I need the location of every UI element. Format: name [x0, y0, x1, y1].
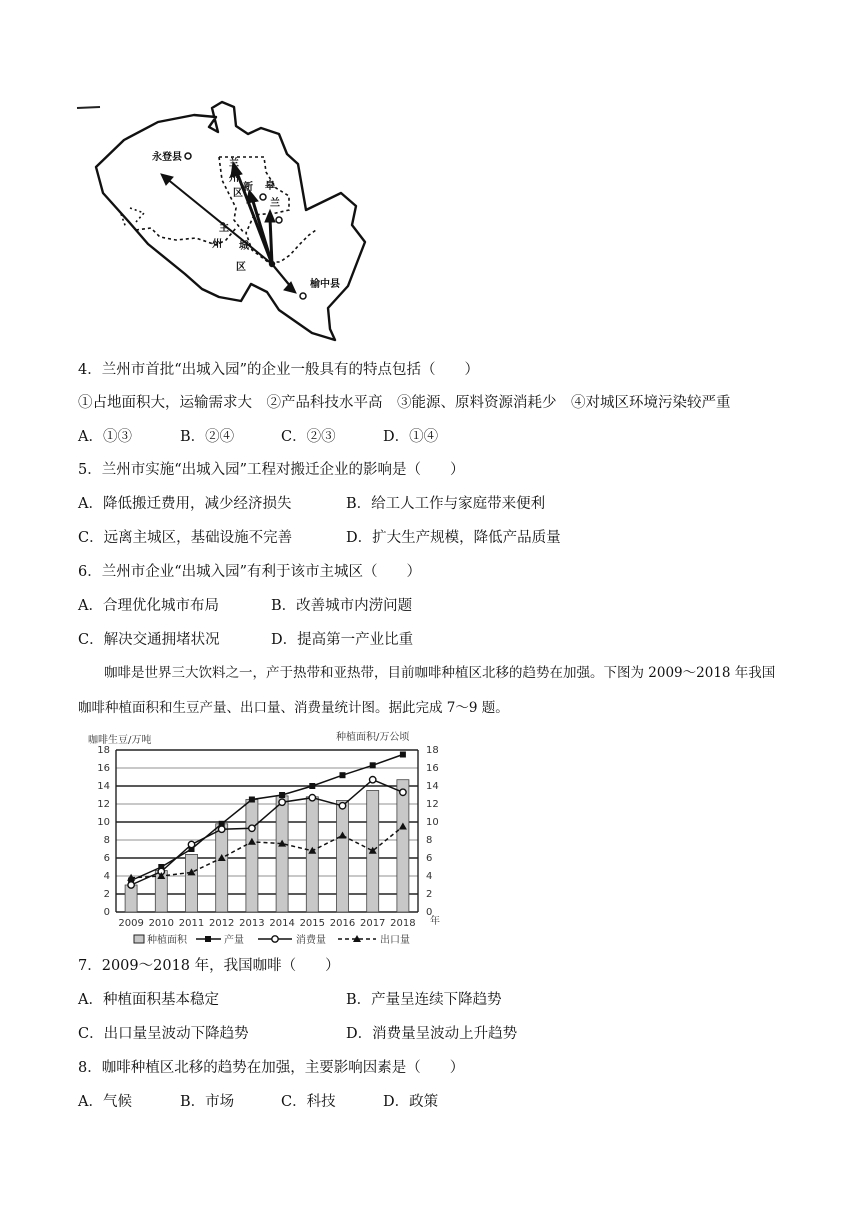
q5-stem: 5．兰州市实施“出城入园”工程对搬迁企业的影响是（ ）	[78, 462, 465, 478]
point-production	[309, 783, 315, 789]
q8-option-b[interactable]: B．市场	[180, 1094, 235, 1110]
label-lan-county: 兰	[270, 198, 280, 209]
label-zhu: 主	[219, 223, 229, 234]
coffee-intro-text: 咖啡是世界三大饮料之一，产于热带和亚热带，目前咖啡种植区北移的趋势在加强。下图为 2009～2018 年我国咖啡种植面积和生豆产量、出口量、消费量统计图。据此完成 7～9 题。	[78, 665, 776, 716]
legend-bar-swatch	[134, 935, 144, 943]
y-tick-right: 6	[426, 853, 433, 864]
x-tick-label: 2011	[178, 918, 205, 929]
q6-option-b[interactable]: B．改善城市内涝问题	[271, 598, 413, 614]
q6-option-a[interactable]: A．合理优化城市布局	[78, 598, 219, 614]
point-consumption	[249, 825, 255, 831]
q7-option-a[interactable]: A．种植面积基本稳定	[78, 992, 219, 1008]
coffee-intro	[78, 656, 788, 726]
q4-option-d[interactable]: D．①④	[383, 429, 439, 445]
series-line	[131, 827, 403, 878]
q6-stem: 6．兰州市企业“出城入园”有利于该市主城区（ ）	[78, 564, 422, 580]
y-tick-right: 16	[426, 763, 439, 774]
chart-x-unit: 年	[430, 916, 440, 927]
bar-planting-area	[246, 800, 258, 913]
label-qu: 区	[236, 262, 246, 273]
label-gao: 皋	[265, 181, 275, 192]
q5-option-b[interactable]: B．给工人工作与家庭带来便利	[346, 496, 546, 512]
point-consumption	[370, 777, 376, 783]
legend-area: 种植面积	[147, 935, 187, 946]
y-tick-left: 16	[97, 763, 110, 774]
x-tick-label: 2013	[239, 918, 265, 929]
y-tick-right: 18	[426, 745, 439, 756]
y-tick-left: 4	[103, 871, 110, 882]
chart-right-axis-label: 种植面积/万公顷	[336, 732, 410, 743]
bar-planting-area	[397, 780, 409, 912]
q7-option-d[interactable]: D．消费量呈波动上升趋势	[346, 1026, 518, 1042]
x-tick-label: 2014	[269, 918, 295, 929]
x-tick-label: 2018	[390, 918, 416, 929]
q7-option-b[interactable]: B．产量呈连续下降趋势	[346, 992, 502, 1008]
point-consumption	[279, 799, 285, 805]
q6-option-d[interactable]: D．提高第一产业比重	[271, 632, 414, 648]
point-production	[400, 752, 406, 758]
x-tick-label: 2015	[299, 918, 326, 929]
q4-option-b[interactable]: B．②④	[180, 429, 235, 445]
legend-consumption: 消费量	[296, 935, 326, 946]
legend-export: 出口量	[380, 935, 410, 946]
y-tick-left: 2	[103, 889, 110, 900]
x-tick-label: 2017	[359, 918, 386, 929]
q4-option-a[interactable]: A．①③	[78, 429, 132, 445]
bar-planting-area	[125, 885, 137, 912]
label-yongdeng: 永登县	[152, 152, 182, 163]
legend-consumption-marker	[272, 936, 278, 942]
q8-option-d[interactable]: D．政策	[383, 1094, 439, 1110]
x-tick-label: 2009	[118, 918, 144, 929]
q4-stem: 4．兰州市首批“出城入园”的企业一般具有的特点包括（ ）	[78, 362, 480, 378]
bar-planting-area	[216, 824, 228, 912]
label-cheng: 城	[239, 241, 249, 252]
legend-production-marker	[205, 936, 211, 942]
y-tick-left: 18	[97, 745, 110, 756]
point-consumption	[219, 826, 225, 832]
point-production	[249, 797, 255, 803]
point-consumption	[309, 795, 315, 801]
y-tick-right: 14	[426, 781, 439, 792]
yuzhong-marker	[300, 293, 306, 299]
y-tick-right: 0	[426, 907, 433, 918]
label-xin: 新	[243, 182, 253, 193]
point-consumption	[339, 803, 345, 809]
q5-option-d[interactable]: D．扩大生产规模，降低产品质量	[346, 530, 561, 546]
q5-option-c[interactable]: C．远离主城区，基础设施不完善	[78, 530, 293, 546]
y-tick-right: 10	[426, 817, 439, 828]
xinqu-marker	[260, 194, 266, 200]
y-tick-left: 10	[97, 817, 110, 828]
y-tick-left: 0	[103, 907, 110, 918]
bar-planting-area	[186, 854, 198, 912]
legend-production: 产量	[224, 935, 244, 946]
bar-planting-area	[276, 796, 288, 912]
x-tick-label: 2010	[148, 918, 175, 929]
y-tick-left: 8	[103, 835, 110, 846]
q5-option-a[interactable]: A．降低搬迁费用，减少经济损失	[78, 496, 292, 512]
q8-option-c[interactable]: C．科技	[281, 1094, 336, 1110]
y-tick-left: 6	[103, 853, 110, 864]
q8-option-a[interactable]: A．气候	[78, 1094, 132, 1110]
y-tick-left: 14	[97, 781, 110, 792]
chart-legend	[134, 933, 410, 946]
label-zhou-v2: 州	[229, 173, 239, 184]
q4-option-c[interactable]: C．②③	[281, 429, 336, 445]
x-tick-label: 2012	[208, 918, 235, 929]
label-lan-v1: 兰	[229, 158, 239, 169]
y-tick-left: 12	[97, 799, 110, 810]
point-production	[279, 792, 285, 798]
chart-left-axis-label: 咖啡生豆/万吨	[88, 735, 152, 746]
coffee-chart	[86, 730, 446, 950]
series-line	[131, 780, 403, 885]
x-tick-label: 2016	[329, 918, 356, 929]
lanzhou-map	[76, 100, 376, 345]
label-zhou-h: 州	[212, 239, 222, 250]
bar-planting-area	[306, 797, 318, 912]
point-consumption	[400, 789, 406, 795]
q4-items: ①占地面积大，运输需求大 ②产品科技水平高 ③能源、原料资源消耗少 ④对城区环境污染较严重	[78, 395, 731, 411]
y-tick-right: 2	[426, 889, 433, 900]
q8-stem: 8．咖啡种植区北移的趋势在加强，主要影响因素是（ ）	[78, 1060, 465, 1076]
gaolan-marker	[276, 217, 282, 223]
q7-stem: 7．2009～2018 年，我国咖啡（ ）	[78, 958, 340, 974]
yongdeng-marker	[185, 153, 191, 159]
corner-mark	[77, 107, 100, 108]
label-qu-v: 区	[233, 188, 243, 199]
label-yuzhong: 榆中县	[310, 279, 340, 290]
point-consumption	[188, 841, 194, 847]
q6-option-c[interactable]: C．解决交通拥堵状况	[78, 632, 220, 648]
y-tick-right: 8	[426, 835, 433, 846]
point-consumption	[128, 882, 134, 888]
point-production	[370, 762, 376, 768]
y-tick-right: 4	[426, 871, 433, 882]
point-production	[340, 772, 346, 778]
q7-option-c[interactable]: C．出口量呈波动下降趋势	[78, 1026, 249, 1042]
y-tick-right: 12	[426, 799, 439, 810]
bar-planting-area	[337, 800, 349, 912]
